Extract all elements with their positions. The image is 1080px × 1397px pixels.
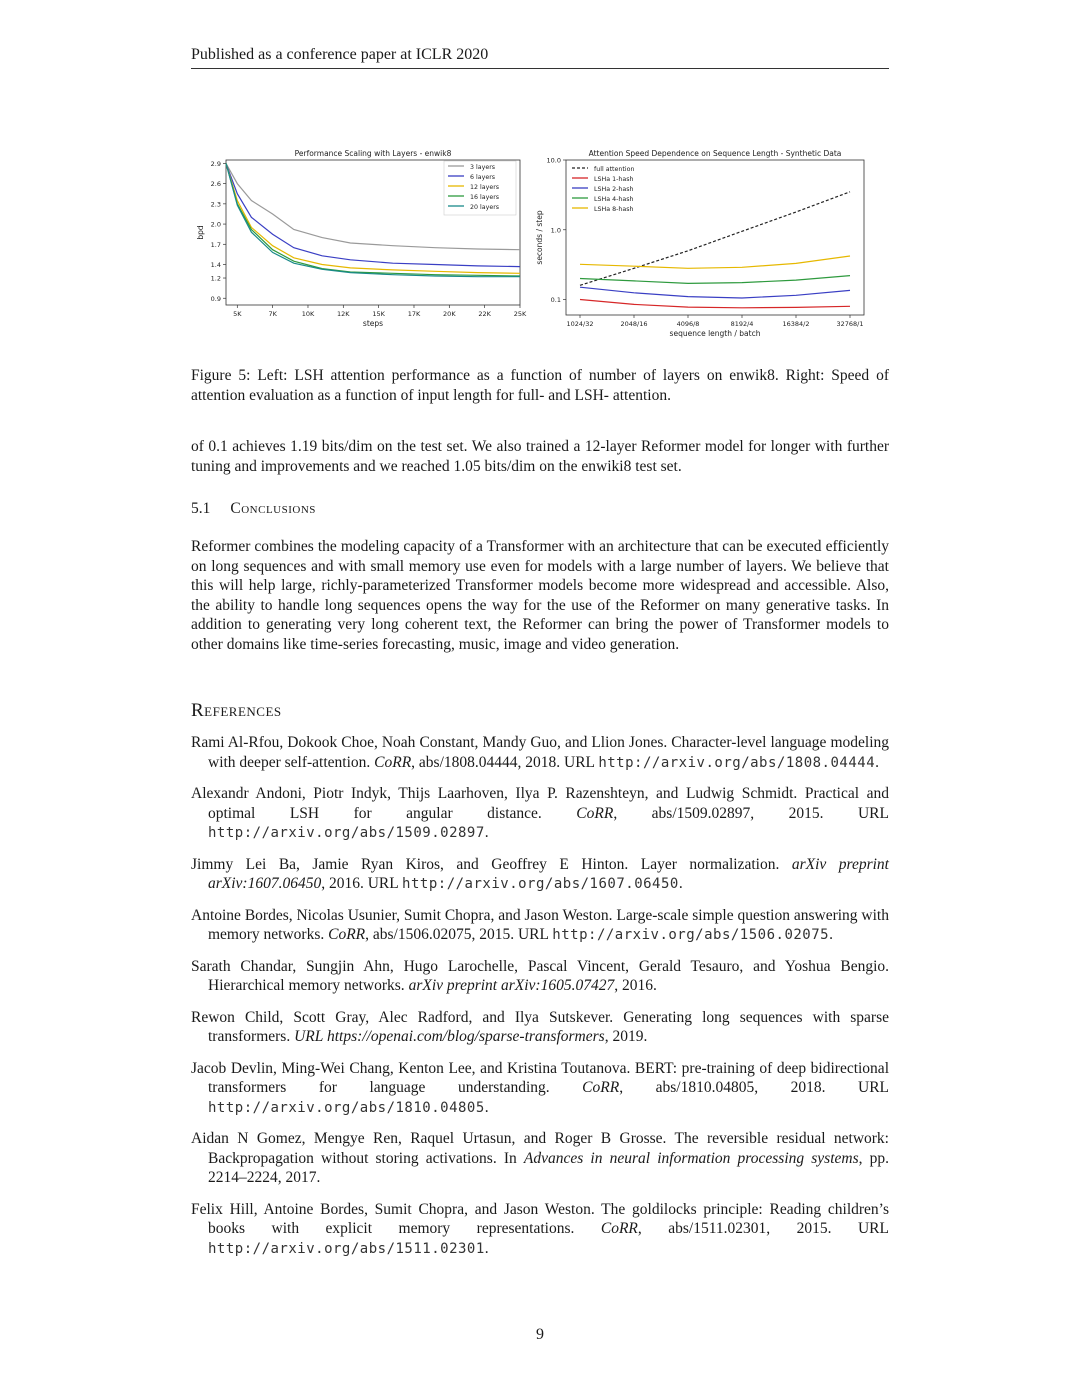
x-tick-label: 22K: [478, 310, 491, 318]
reference-list: [191, 733, 889, 1270]
paragraph-continued: of 0.1 achieves 1.19 bits/dim on the test set. We also trained a 12-layer Reformer model for longer with further tuning and improvements and we reached 1.05 bits/dim on the enwiki8 test set.: [191, 438, 889, 475]
x-tick-label: 7K: [268, 310, 277, 318]
y-tick-label: 1.4: [210, 261, 221, 270]
reference-url-link[interactable]: http://arxiv.org/abs/1810.04805: [208, 1099, 485, 1116]
reference-item: Aidan N Gomez, Mengye Ren, Raquel Urtasun, and Roger B Grosse. The reversible residual network: Backpropagation without storing activations. In Advances in neural information processing systems, pp. 2214–2224, 2017.: [191, 1130, 890, 1186]
x-tick-label: 16384/2: [782, 320, 810, 328]
chart-title: Performance Scaling with Layers - enwik8: [294, 149, 452, 158]
reference-url-link[interactable]: http://arxiv.org/abs/1506.02075: [552, 927, 830, 943]
legend-label: 3 layers: [470, 164, 496, 171]
series-line-LSHa-1-hash: [580, 300, 850, 308]
legend-label: full attention: [594, 166, 635, 173]
y-tick-label: 10.0: [546, 156, 561, 165]
legend-label: LSHa 1-hash: [594, 176, 634, 183]
y-tick-label: 0.9: [210, 294, 221, 303]
reference-item: Rami Al-Rfou, Dokook Choe, Noah Constant, Mandy Guo, and Llion Jones. Character-level language modeling with deeper self-attention. CoRR, abs/1808.04444, 2018. URL http://arxiv.org/abs/1808.04444.: [191, 734, 889, 771]
layers-performance-chart: [190, 140, 540, 345]
reference-url-link[interactable]: http://arxiv.org/abs/1511.02301: [208, 1240, 485, 1257]
reference-item: Alexandr Andoni, Piotr Indyk, Thijs Laarhoven, Ilya P. Razenshteyn, and Ludwig Schmidt. Practical and optimal LSH for angular distance. CoRR, abs/1509.02897, 2015. URL http://arxiv.org/abs/1509.02897.: [191, 785, 889, 841]
x-tick-label: 12K: [337, 310, 350, 318]
reference-item: Jimmy Lei Ba, Jamie Ryan Kiros, and Geoffrey E Hinton. Layer normalization. arXiv preprint arXiv:1607.06450, 2016. URL http://arxiv.org/abs/1607.06450.: [191, 855, 889, 892]
legend-label: LSHa 4-hash: [594, 196, 634, 203]
paragraph-conclusion: Reformer combines the modeling capacity of a Transformer with an architecture that can be executed efficiently on long sequences and with small memory use even for models with a large number of layers. We believe that this will help large, richly-parameterized Transformer models become more widespread and accessible. Also, the ability to handle long sequences opens the way for the use of the Reformer on many generative tasks. In addition to generating very long coherent text, the Reformer can bring the power of Transformer models to other domains like time-series forecasting, music, image and video generation.: [191, 538, 889, 653]
section-heading: [191, 500, 316, 518]
reference-item: Sarath Chandar, Sungjin Ahn, Hugo Larochelle, Pascal Vincent, Gerald Tesauro, and Yoshua Bengio. Hierarchical memory networks. arXiv preprint arXiv:1605.07427, 2016.: [191, 957, 889, 994]
plot-frame: [566, 160, 864, 315]
x-tick-label: 10K: [301, 310, 315, 318]
x-tick-label: 15K: [372, 310, 385, 318]
section-number: 5.1: [191, 500, 211, 517]
legend-label: 6 layers: [470, 174, 496, 181]
x-tick-label: 5K: [233, 310, 242, 318]
legend-label: LSHa 2-hash: [594, 186, 634, 193]
reference-item: Felix Hill, Antoine Bordes, Sumit Chopra, and Jason Weston. The goldilocks principle: Reading children’s books with explicit memory representations. CoRR, abs/1511.02301, 2015. URL http://arxiv.org/abs/1511.02301.: [191, 1200, 889, 1257]
x-tick-label: 20K: [443, 310, 456, 318]
y-tick-label: 1.0: [550, 226, 561, 235]
page-number: 9: [536, 1326, 544, 1343]
page-header: Published as a conference paper at ICLR 2020: [191, 46, 889, 69]
x-axis-label: sequence length / batch: [669, 329, 761, 338]
y-tick-label: 1.2: [210, 274, 221, 283]
x-tick-label: 25K: [513, 310, 527, 318]
x-tick-label: 1024/32: [566, 320, 594, 328]
legend-label: LSHa 8-hash: [594, 206, 634, 213]
x-tick-label: 2048/16: [620, 320, 648, 328]
chart-title: Attention Speed Dependence on Sequence Length - Synthetic Data: [588, 149, 842, 158]
legend-label: 12 layers: [470, 184, 500, 191]
y-tick-label: 2.3: [210, 200, 221, 209]
series-line-LSHa-4-hash: [580, 276, 850, 284]
legend-label: 20 layers: [470, 204, 500, 211]
x-tick-label: 17K: [407, 310, 421, 318]
section-title: Conclusions: [230, 500, 316, 517]
x-tick-label: 32768/1: [836, 320, 864, 328]
series-line-LSHa-2-hash: [580, 287, 850, 298]
x-axis-label: steps: [362, 319, 384, 328]
reference-item: Rewon Child, Scott Gray, Alec Radford, and Ilya Sutskever. Generating long sequences with sparse transformers. URL https://openai.com/blog/sparse-transformers, 2019.: [191, 1008, 889, 1045]
y-tick-label: 2.9: [210, 159, 221, 168]
reference-item: Antoine Bordes, Nicolas Usunier, Sumit Chopra, and Jason Weston. Large-scale simple question answering with memory networks. CoRR, abs/1506.02075, 2015. URL http://arxiv.org/abs/1506.02075.: [191, 906, 889, 943]
y-tick-label: 2.6: [210, 180, 221, 189]
reference-url-link[interactable]: http://arxiv.org/abs/1607.06450: [402, 876, 679, 892]
y-tick-label: 0.1: [550, 296, 561, 305]
y-axis-label: seconds / step: [535, 210, 544, 265]
x-tick-label: 8192/4: [730, 320, 754, 328]
x-tick-label: 4096/8: [676, 320, 700, 328]
reference-item: Jacob Devlin, Ming-Wei Chang, Kenton Lee, and Kristina Toutanova. BERT: pre-training of deep bidirectional transformers for language understanding. CoRR, abs/1810.04805, 2018. URL http://arxiv.org/abs/1810.04805.: [191, 1059, 890, 1116]
series-line-LSHa-8-hash: [580, 256, 850, 268]
y-tick-label: 2.0: [210, 220, 221, 229]
reference-url-link[interactable]: http://arxiv.org/abs/1509.02897: [208, 825, 485, 841]
references-heading: References: [191, 700, 282, 721]
reference-url-link[interactable]: http://arxiv.org/abs/1808.04444: [598, 754, 876, 771]
figure-caption: Figure 5: Left: LSH attention performance as a function of number of layers on enwik8. Right: Speed of attention evaluation as a function of input length for full- and LSH- attention.: [191, 367, 889, 404]
y-axis-label: bpd: [196, 225, 205, 240]
y-tick-label: 1.7: [210, 240, 221, 249]
attention-speed-chart: [530, 140, 880, 345]
legend-label: 16 layers: [470, 194, 500, 201]
